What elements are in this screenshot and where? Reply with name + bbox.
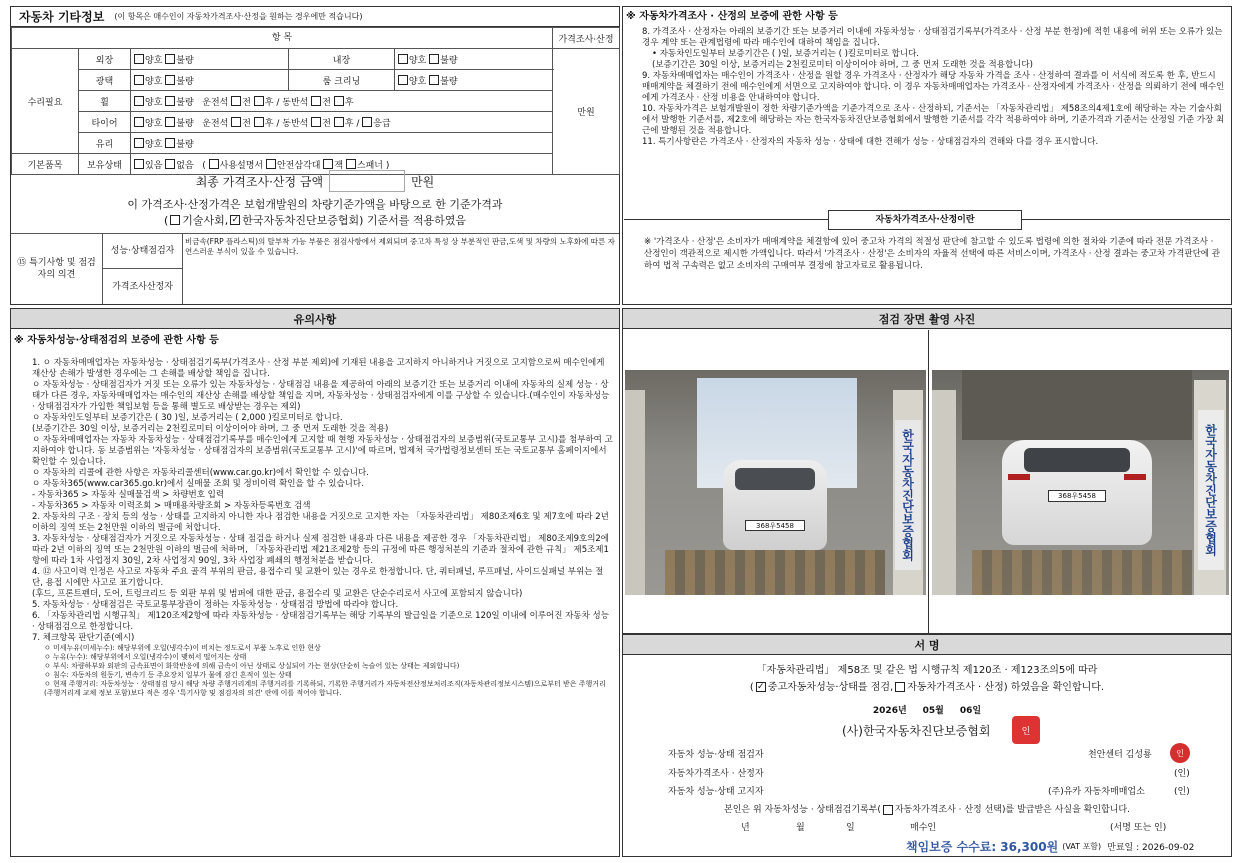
checkbox-exterior-bad[interactable] bbox=[165, 54, 175, 64]
checkbox-sig-price[interactable] bbox=[895, 682, 905, 692]
checkbox-sig-perf[interactable]: ✓ bbox=[757, 682, 765, 692]
vehicle-info-title: 자동차 기타정보 bbox=[19, 10, 105, 24]
notice-item-4: 4. ⑫ 사고이력 인정은 사고로 자동차 주요 골격 부위의 판금, 용접수리 및 교환이 있는 경우로 한정합니다. 단, 쿼터패널, 루프패널, 사이드실패널 부위는 절단, 용접 시에만 사고로 표기합니다. bbox=[32, 567, 604, 588]
warranty-item-11: 11. 특기사항란은 가격조사 · 산정자의 자동차 성능 · 상태에 대한 견해가 성능 · 상태점검자의 견해와 다를 경우 표시합니다. bbox=[642, 137, 1099, 147]
sig-year: 2026년 bbox=[872, 705, 907, 716]
opt-have-label: 있음 bbox=[145, 160, 163, 171]
basis-paren: ( bbox=[163, 213, 169, 227]
photos-header: 점검 장면 촬영 사진 bbox=[623, 309, 1231, 329]
final-price-row bbox=[11, 168, 619, 194]
sub-item-micro-leak: ㅇ 미세누유(미세누수): 해당부위에 오일(냉각수)이 비치는 정도로서 부품 노후로 인한 현상 bbox=[44, 644, 321, 652]
notice-item-1f: ㅇ 자동차의 리콜에 관한 사항은 자동차리콜센터(www.car.go.kr)에서 확인할 수 있습니다. bbox=[32, 468, 369, 478]
final-price-unit: 만원 bbox=[411, 174, 435, 189]
notice-item-1i: - 자동차365 > 자동차 이력조회 > 매매용차량조회 > 자동차등록번호 검색 bbox=[32, 501, 311, 511]
signature-header: 서 명 bbox=[623, 635, 1231, 655]
basic-opt-manual: 사용설명서 bbox=[219, 160, 264, 171]
garage-wall bbox=[962, 370, 1192, 440]
special-label: ⑮ 특기사항 및 점검자의 의견 bbox=[11, 233, 103, 304]
front-label: 전 bbox=[242, 97, 251, 108]
checkbox-tire-driver-front[interactable] bbox=[231, 117, 241, 127]
checkbox-interior-good[interactable] bbox=[398, 54, 408, 64]
checkbox-interior-bad[interactable] bbox=[429, 54, 439, 64]
warranty-item-8: 8. 가격조사 · 산정자는 아래의 보증기간 또는 보증거리 이내에 자동차성능 · 상태점검기록부(가격조사 · 산정 부분 한정)에 적힌 내용에 허위 또는 오류가 있는 경우 계약 또는 관계법령에 따라 매수인에 대하여 책임을 집니다. bbox=[642, 27, 1223, 48]
opt-good-label: 양호 bbox=[145, 139, 163, 150]
notice-title: ※ 자동차성능·상태점검의 보증에 관한 사항 등 bbox=[14, 335, 219, 346]
notice-header: 유의사항 bbox=[11, 309, 619, 329]
sub-item-leak: ㅇ 누유(누수): 해당부위에서 오일(냉각수)이 맺혀서 떨어지는 상태 bbox=[44, 653, 247, 661]
receipt-year: 년 bbox=[741, 823, 750, 833]
opt-none-label: 없음 bbox=[176, 160, 194, 171]
opt-bad-label: 불량 bbox=[176, 118, 194, 129]
warranty-price-title: ※ 자동차가격조사 · 산정의 보증에 관한 사항 등 bbox=[626, 11, 838, 22]
passenger-label: / 동반석 bbox=[276, 118, 309, 129]
notifier-row-value: (주)유카 자동차매매업소 bbox=[1048, 787, 1145, 797]
price-definition-title: 자동차가격조사·산정이란 bbox=[828, 210, 1022, 230]
checkbox-wheel-good[interactable] bbox=[134, 96, 144, 106]
front-label: 전 bbox=[242, 118, 251, 129]
fee-note: (VAT 포함) bbox=[1062, 841, 1102, 851]
emergency-label: 응급 bbox=[373, 118, 391, 129]
warranty-item-9: 9. 자동차매매업자는 매수인이 가격조사 · 산정을 원할 경우 가격조사 · 산정자가 해당 자동차 가격을 조사 · 산정하여 결과를 이 서식에 적도록 한 후, 반드시 매매계약을 체결하기 전에 매수인에게 서면으로 고지하여야 합니다. 이 경우 자동차매매업자는 가격조사 · 산정자에게 가격조사 · 산정을 의뢰하기 전에 매수인에게 가격조사 · 산정 비용을 안내하여야 합니다. bbox=[642, 71, 1225, 103]
warranty-item-8-period: • 자동차인도일부터 보증기간은 ( )일, 보증거리는 ( )킬로미터로 합니다. bbox=[652, 49, 919, 59]
expire-date: 만료일 : 2026-09-02 bbox=[1107, 842, 1195, 853]
car-rear-light-left bbox=[1008, 474, 1030, 480]
car-rear-light-right bbox=[1124, 474, 1146, 480]
checkbox-wheel-pass-rear[interactable] bbox=[334, 96, 344, 106]
sub-item-mileage: ㅇ 현재 주행거리: 자동차성능 · 상태점검 당시 해당 차량 주행거리계의 주행거리를 기록하되, 기록한 주행거리가 자동차전산정보처리조직(자동차관리정보시스템)으로부터 받은 주행거리(주행거리계 교체 정보 포함)보다 적은 경우 '특기사항 및 점검자의 의견' 란에 이를 적어야 합니다. bbox=[44, 680, 606, 697]
warranty-price-items bbox=[642, 27, 1226, 148]
rear-label: 후 bbox=[264, 97, 274, 108]
receipt-line bbox=[623, 803, 1231, 817]
org-seal bbox=[1012, 716, 1040, 744]
checkbox-have[interactable] bbox=[134, 159, 144, 169]
plate-rear bbox=[1048, 490, 1106, 502]
checkbox-basis-kadia[interactable]: ✓ bbox=[231, 215, 240, 225]
checkbox-triangle[interactable] bbox=[266, 159, 276, 169]
checkbox-gloss-good[interactable] bbox=[134, 75, 144, 85]
banner-front bbox=[895, 420, 921, 570]
perf-checker-text: 비금속(FRP 플라스틱)의 탈부착 가능 부품은 점검사항에서 제외되며 중고차 특성 상 부분적인 판금,도색 및 차량의 노후화에 따른 자연스러운 부식이 있을 수 있습니다. bbox=[185, 237, 615, 256]
signature-line2 bbox=[623, 680, 1231, 694]
sub-item-corrosion: ㅇ 부식: 차량하부와 외판의 금속표면이 화학반응에 의해 금속이 아닌 상태로 상실되어 가는 현상(단순히 녹슬어 있는 상태는 제외합니다) bbox=[44, 662, 460, 670]
col-price-header: 가격조사·산정 bbox=[553, 28, 620, 49]
col-item-header: 항 목 bbox=[12, 28, 553, 49]
opt-good-label: 양호 bbox=[145, 97, 163, 108]
notice-item-1d: (보증기간은 30일 이상, 보증거리는 2천킬로미터 이상이어야 하며, 그 중 먼저 도래한 것을 적용) bbox=[32, 424, 389, 434]
perf-checker-seal-text: 인 bbox=[1176, 748, 1184, 758]
signature-line1: 「자동차관리법」 제58조 및 같은 법 시행규칙 제120조 · 제123조의5에 따라 bbox=[756, 664, 1098, 676]
basis-opt-kadia: 한국자동차진단보증협회) 기준서를 적용하였음 bbox=[242, 214, 467, 227]
price-checker-label: 가격조사산정자 bbox=[103, 269, 183, 304]
row-owned: 보유상태 bbox=[79, 154, 131, 175]
photo-rear bbox=[932, 370, 1229, 595]
lift-floor bbox=[665, 550, 885, 595]
notice-item-1c: ㅇ 자동차인도일부터 보증기간은 ( 30 )일, 보증거리는 ( 2,000 )킬로미터로 합니다. bbox=[32, 413, 343, 423]
buyer-label: 매수인 bbox=[910, 823, 937, 833]
opt-bad-label: 불량 bbox=[440, 76, 458, 87]
row-gloss: 광택 bbox=[79, 70, 131, 91]
row-glass: 유리 bbox=[79, 133, 131, 154]
checkbox-spanner[interactable] bbox=[346, 159, 356, 169]
notice-item-6: 6. 「자동차관리법 시행규칙」 제120조제2항에 따라 자동차성능 · 상태점검기록부는 해당 기록부의 발급일을 기준으로 120일 이내에 이루어진 자동차 성능 · 상태점검으로 한정합니다. bbox=[32, 611, 609, 632]
sig-month: 05월 bbox=[922, 705, 944, 716]
row-wheel: 휠 bbox=[79, 91, 131, 112]
vehicle-info-subtitle: (이 항목은 매수인이 자동차가격조사·산정을 원하는 경우에만 적습니다) bbox=[114, 12, 363, 21]
front-label: 전 bbox=[322, 97, 331, 108]
rear-label: 후 bbox=[264, 118, 274, 129]
checkbox-glass-good[interactable] bbox=[134, 138, 144, 148]
checkbox-gloss-bad[interactable] bbox=[165, 75, 175, 85]
notice-item-1h: - 자동차365 > 자동차 실매물검색 > 차량번호 입력 bbox=[32, 490, 225, 500]
checkbox-wheel-driver-front[interactable] bbox=[231, 96, 241, 106]
perf-checker-seal bbox=[1170, 743, 1190, 763]
car-rear-window bbox=[1024, 448, 1130, 472]
receipt-text-b: 자동차가격조사 · 산정 선택)를 발급받은 사실을 확인합니다. bbox=[894, 805, 1130, 815]
checkbox-basis-tech[interactable] bbox=[170, 215, 180, 225]
checkbox-none[interactable] bbox=[165, 159, 175, 169]
lift-floor-rear bbox=[972, 550, 1192, 595]
checkbox-tire-pass-rear[interactable] bbox=[334, 117, 344, 127]
opt-bad-label: 불량 bbox=[176, 139, 194, 150]
basic-opt-triangle: 안전삼각대 bbox=[276, 160, 321, 171]
price-definition-text: ※ '가격조사 · 산정'은 소비자가 매매계약을 체결함에 있어 중고차 가격의 적절성 판단에 참고할 수 있도록 법령에 의한 절차와 기준에 따라 전문 가격조사 · 산정인이 객관적으로 제시한 가액입니다. 따라서 '가격조사 · 산정'은 소비자의 자율적 선택에 따른 서비스이며, 가격조사 · 산정 결과는 중고차 가격판단에 관하여 법적 구속력은 없고 소비자의 구매여부 결정에 참고자료로 활용됩니다. bbox=[644, 237, 1220, 271]
checkbox-tire-good[interactable] bbox=[134, 117, 144, 127]
opt-bad-label: 불량 bbox=[176, 97, 194, 108]
checkbox-wheel-pass-front[interactable] bbox=[311, 96, 321, 106]
opt-bad-label: 불량 bbox=[176, 76, 194, 87]
signature-date bbox=[623, 702, 1231, 716]
checkbox-wheel-driver-rear[interactable] bbox=[254, 96, 264, 106]
checkbox-tire-driver-rear[interactable] bbox=[254, 117, 264, 127]
opt-good-label: 양호 bbox=[145, 118, 163, 129]
checkbox-tire-pass-front[interactable] bbox=[311, 117, 321, 127]
front-label: 전 bbox=[322, 118, 331, 129]
opt-good-label: 양호 bbox=[408, 55, 427, 66]
checkbox-jack[interactable] bbox=[323, 159, 333, 169]
checkbox-tire-emergency[interactable] bbox=[362, 117, 372, 127]
notice-sub-items bbox=[32, 644, 614, 698]
vehicle-info-header bbox=[11, 7, 619, 27]
banner-text-rear: 한국자동차진단보증협회 bbox=[1203, 424, 1218, 556]
price-checker-row-value: (인) bbox=[1174, 769, 1190, 779]
basic-label: 기본품목 bbox=[12, 154, 79, 175]
basis-line2 bbox=[11, 212, 619, 228]
opt-bad-label: 불량 bbox=[440, 55, 458, 66]
notifier-row-seal: (인) bbox=[1174, 787, 1190, 797]
checkbox-room-good[interactable] bbox=[398, 75, 408, 85]
repair-table: 항 목 가격조사·산정 수리필요 외장 양호 불량 내장 양호 불량 만원 광택 양호 불량 룸 크리닝 양호 불량 휠 양호 불량 운전석 전 후 / 동반석 전 후 타이어 양호 불량 운전석 전 후 / 동반석 전 후 / 응급 유리 양호 불량 기본품목 보유상태 있음 없음 ( 사용설명서 안전삼각대 잭 스패너 ) bbox=[11, 27, 620, 175]
basis-line1: 이 가격조사·산정가격은 보험개발원의 차량기준가액을 바탕으로 한 기준가격과 bbox=[127, 198, 503, 211]
checkbox-tire-bad[interactable] bbox=[165, 117, 175, 127]
notice-item-5: 5. 자동차성능 · 상태점검은 국토교통부장관이 정하는 자동차성능 · 상태점검 방법에 따라야 합니다. bbox=[32, 600, 399, 610]
passenger-label: / 동반석 bbox=[276, 97, 309, 108]
opt-good-label: 양호 bbox=[145, 76, 163, 87]
price-unit: 만원 bbox=[553, 49, 620, 175]
notice-item-1b: ㅇ 자동차성능 · 상태점검자가 거짓 또는 오류가 있는 자동차성능 · 상태점검 내용을 제공하여 아래의 보증기간 또는 보증거리 이내에 자동차의 실제 성능 · 상태가 다른 경우, 자동차매매업자는 매수인의 재산상 손해를 배상할 책임을 지며, 자동차성능 · 상태점검자에게 이를 구상할 수 있습니다.(매수인이 자동차성능 · 상태점검자가 가입한 책임보험 등을 통해 별도로 배상받는 경우는 제외) bbox=[32, 380, 610, 412]
opt-good-label: 양호 bbox=[145, 55, 163, 66]
lift-post-left-rear bbox=[932, 390, 956, 595]
final-price-label: 최종 가격조사·산정 금액 bbox=[195, 174, 324, 189]
repair-label: 수리필요 bbox=[12, 49, 79, 154]
checkbox-glass-bad[interactable] bbox=[165, 138, 175, 148]
receipt-text-a: 본인은 위 자동차성능 · 상태점검기록부( bbox=[724, 805, 881, 815]
lift-post-left bbox=[625, 390, 645, 595]
checkbox-receipt-price[interactable] bbox=[883, 805, 893, 815]
basic-opt-jack: 잭 bbox=[334, 160, 344, 171]
sig-price-text: 자동차가격조사 · 산정) 하였음을 확인합니다. bbox=[907, 681, 1105, 693]
banner-rear bbox=[1198, 410, 1224, 570]
buyer-sign-field[interactable]: (서명 또는 인) bbox=[1110, 823, 1167, 833]
row-room-clean: 룸 크리닝 bbox=[289, 70, 395, 91]
signature-org: (사)한국자동차진단보증협회 bbox=[842, 724, 991, 738]
sig-day: 06일 bbox=[959, 705, 982, 716]
sig-paren: ( bbox=[749, 681, 754, 693]
perf-checker-row-value: 천안센터 김성룡 bbox=[1088, 750, 1152, 760]
receipt-month: 월 bbox=[796, 823, 805, 833]
sig-perf-text: 중고자동차성능·상태를 점검, bbox=[767, 681, 894, 693]
photo-front bbox=[625, 370, 926, 595]
row-interior: 내장 bbox=[289, 49, 395, 70]
checkbox-room-bad[interactable] bbox=[429, 75, 439, 85]
notice-item-2: 2. 자동차의 구조 · 장치 등의 성능 · 상태를 고지하지 아니한 자나 점검한 내용을 거짓으로 고지한 자는 「자동차관리법」 제80조제6호 및 제7호에 따라 2년 이하의 징역 또는 2천만원 이하의 벌금에 처합니다. bbox=[32, 512, 609, 533]
checkbox-wheel-bad[interactable] bbox=[165, 96, 175, 106]
row-exterior: 외장 bbox=[79, 49, 131, 70]
row-tire: 타이어 bbox=[79, 112, 131, 133]
perf-checker-row-label: 자동차 성능·상태 점검자 bbox=[668, 750, 764, 760]
plate-front-text: 368우5458 bbox=[756, 521, 794, 530]
notice-item-1e: ㅇ 자동차매매업자는 자동차 자동차성능 · 상태점검기록부를 매수인에게 고지할 때 현행 자동차성능 · 상태점검자의 보증범위(국토교통부 고시)를 첨부하여 고지하여야 합니다. 동 보증범위는 '자동차성능 · 상태점검자의 보증범위(국토교통부 고시)'에 따르며, 법제처 국가법령정보센터 또는 국토교통부 홈페이지에서 확인할 수 있습니다. bbox=[32, 435, 613, 467]
fee-row bbox=[906, 838, 1194, 854]
opt-good-label: 양호 bbox=[408, 76, 427, 87]
basis-opt-tech: 기술사회, bbox=[182, 214, 229, 227]
notifier-row-label: 자동차 성능·상태 고지자 bbox=[668, 787, 764, 797]
photo-divider bbox=[928, 330, 929, 634]
driver-label: 운전석 bbox=[202, 118, 229, 129]
rear-label: 후 bbox=[344, 118, 354, 129]
fee-amount: 책임보증 수수료: 36,300원 bbox=[906, 839, 1059, 854]
plate-front bbox=[745, 520, 805, 531]
notice-items bbox=[32, 358, 614, 698]
perf-checker-label: 성능·상태점검자 bbox=[103, 233, 183, 269]
checkbox-manual[interactable] bbox=[209, 159, 219, 169]
notice-item-1a: 1. ㅇ 자동차매매업자는 자동차성능 · 상태점검기록부(가격조사 · 산정 부분 제외)에 기재된 내용을 고지하지 아니하거나 거짓으로 고지함으로써 매수인에게 재산상 손해가 발생한 경우에는 그 손해를 배상할 책임을 집니다. bbox=[32, 358, 605, 379]
org-seal-text: 인 bbox=[1021, 726, 1031, 737]
banner-text-front: 한국자동차진단보증협회 bbox=[900, 429, 915, 561]
notice-item-7: 7. 체크항목 판단기준(예시) bbox=[32, 633, 135, 643]
car-front-windshield bbox=[735, 468, 815, 490]
basic-opt-spanner: 스패너 ) bbox=[356, 160, 390, 171]
driver-label: 운전석 bbox=[202, 97, 229, 108]
warranty-item-8-note: (보증기간은 30일 이상, 보증거리는 2천킬로미터 이상이어야 하며, 그 중 먼저 도래한 것을 적용합니다) bbox=[652, 60, 1033, 70]
notice-item-1g: ㅇ 자동차365(www.car365.go.kr)에서 실매물 조회 및 정비이력 확인을 할 수 있습니다. bbox=[32, 479, 364, 489]
checkbox-exterior-good[interactable] bbox=[134, 54, 144, 64]
warranty-item-10: 10. 자동차가격은 보험개발원이 정한 차량기준가액을 기준가격으로 조사 · 산정하되, 기준서는 「자동차관리법」 제58조의4제1호에 해당하는 자는 기술사회에서 발행한 기준서를, 제2호에 해당하는 자는 한국자동차진단보증협회에서 발행한 기준서를 각각 적용하여야 하며, 기준가격과 기준서는 산정일 기준 가장 최근에 발행된 것을 적용합니다. bbox=[642, 104, 1225, 136]
plate-rear-text: 368우5458 bbox=[1058, 492, 1096, 500]
receipt-day: 일 bbox=[846, 823, 855, 833]
notice-item-3: 3. 자동차성능 · 상태점검자가 거짓으로 자동차성능 · 상태 점검을 하거나 실제 점검한 내용과 다른 내용을 제공한 경우 「자동차관리법」 제80조제9호의2에 따라 2년 이하의 징역 또는 2천만원 이하의 벌금에 처하며, 「자동차관리법 제21조제2항 등의 규정에 따른 행정처분의 기준과 절차에 관한 규칙」 제5조제1항에 따라 1차 사업정지 30일, 2차 사업정지 90일, 3차 사업장 폐쇄의 행정처분을 받습니다. bbox=[32, 534, 610, 566]
opt-bad-label: 불량 bbox=[176, 55, 194, 66]
rear-label: 후 bbox=[344, 97, 354, 108]
final-price-input[interactable] bbox=[329, 170, 405, 192]
notice-item-4b: (후드, 프론트펜더, 도어, 트렁크리드 등 외판 부위 및 범퍼에 대한 판금, 용접수리 및 교환은 단순수리로서 사고에 포함되지 않습니다) bbox=[32, 589, 523, 599]
price-checker-row-label: 자동차가격조사 · 산정자 bbox=[668, 769, 764, 779]
sub-item-flood: ㅇ 침수: 자동차의 원동기, 변속기 등 주요장치 일부가 물에 잠긴 흔적이 있는 상태 bbox=[44, 671, 292, 679]
